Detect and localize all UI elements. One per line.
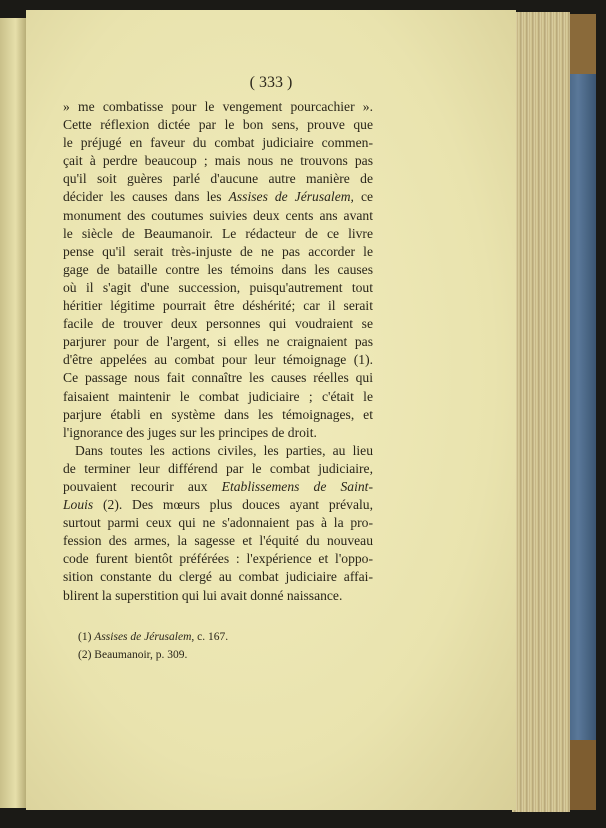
text-segment: code furent bientôt préférées : l'expérience et l'oppo- bbox=[63, 551, 373, 567]
cover-corner bbox=[566, 14, 596, 74]
italic-title: Etablissemens de Saint- bbox=[221, 478, 373, 494]
text-line bbox=[63, 116, 373, 134]
text-segment: décider les causes dans les bbox=[63, 189, 229, 205]
text-line bbox=[63, 333, 373, 351]
text-line bbox=[63, 188, 373, 206]
text-segment: » me combatisse pour le vengement pourcachier ». bbox=[63, 99, 373, 114]
text-line bbox=[63, 388, 373, 406]
text-segment: pense qu'il serait très-injuste de ne pas accorder le bbox=[63, 243, 373, 259]
text-segment: héritier légitime pourrait être déshérité; car il serait bbox=[63, 298, 373, 314]
text-line bbox=[63, 134, 373, 152]
text-segment: monument des coutumes suivies deux cents ans avant bbox=[63, 207, 373, 223]
text-segment: pouvaient recourir aux bbox=[63, 478, 222, 494]
text-line bbox=[63, 261, 373, 279]
italic-title: Assises de Jérusalem, bbox=[228, 189, 354, 205]
footnotes bbox=[78, 628, 228, 664]
text-segment: fession des armes, la sagesse et l'équité du nouveau bbox=[63, 533, 373, 549]
cover-corner bbox=[566, 740, 596, 810]
text-segment: gage de bataille contre les témoins dans les causes bbox=[63, 261, 373, 277]
text-line bbox=[63, 297, 373, 315]
text-line bbox=[63, 442, 373, 460]
footnote bbox=[78, 646, 228, 664]
text-line bbox=[63, 568, 373, 586]
text-segment: facile de trouver deux personnes qui voudraient se bbox=[63, 316, 373, 332]
footnote-rest: , c. 167. bbox=[191, 631, 229, 643]
text-line bbox=[63, 170, 373, 188]
text-segment: d'être appelées au combat pour leur témoignage (1). bbox=[63, 352, 373, 368]
text-line bbox=[63, 550, 373, 568]
text-segment: le siècle de Beaumanoir. Le rédacteur de ce livre bbox=[63, 225, 373, 241]
italic-title: Louis bbox=[63, 497, 94, 513]
text-segment: sition constante du clergé au combat judiciaire affai- bbox=[63, 569, 373, 585]
text-segment: le préjugé en faveur du combat judiciaire commen- bbox=[63, 135, 373, 151]
text-segment: parjure établi en système dans les témoignages, et bbox=[63, 406, 373, 422]
text-line bbox=[63, 478, 373, 496]
text-segment: çait à perdre beaucoup ; mais nous ne trouvons pas bbox=[63, 153, 373, 169]
facing-page-edge bbox=[0, 18, 26, 808]
text-line bbox=[63, 279, 373, 297]
text-line bbox=[63, 225, 373, 243]
text-line bbox=[63, 406, 373, 424]
page-edges bbox=[512, 12, 570, 812]
text-line bbox=[63, 243, 373, 261]
text-line bbox=[63, 351, 373, 369]
text-line bbox=[63, 315, 373, 333]
text-segment: blirent la superstition qui lui avait donné naissance. bbox=[63, 587, 343, 603]
text-segment: surtout parmi ceux qui ne s'adonnaient pas à la pro- bbox=[63, 515, 373, 531]
text-segment: Ce passage nous fait connaître les causes réelles qui bbox=[63, 370, 373, 386]
text-line bbox=[63, 369, 373, 387]
footnote-rest: Beaumanoir, p. 309. bbox=[94, 649, 188, 661]
text-segment: l'ignorance des juges sur les principes de droit. bbox=[63, 424, 317, 440]
footnote-italic: Assises de Jérusalem bbox=[94, 631, 192, 643]
footnote-num: (2) bbox=[78, 649, 95, 661]
text-line bbox=[63, 152, 373, 170]
text-line bbox=[63, 532, 373, 550]
text-line bbox=[63, 98, 373, 116]
text-segment: de terminer leur différend par le combat judiciaire, bbox=[63, 460, 373, 476]
text-line bbox=[63, 587, 373, 605]
text-segment: faisaient maintenir le combat judiciaire ; c'était le bbox=[63, 388, 373, 404]
text-line bbox=[63, 207, 373, 225]
text-segment: ce bbox=[353, 189, 374, 205]
page-number: ( 333 ) bbox=[249, 74, 293, 91]
text-segment: où il s'agit d'une succession, puisqu'autrement tout bbox=[63, 279, 373, 295]
text-segment: Cette réflexion dictée par le bon sens, prouve que bbox=[63, 117, 373, 133]
book-page bbox=[26, 10, 516, 810]
body-text bbox=[63, 98, 373, 605]
footnote-num: (1) bbox=[78, 631, 95, 643]
text-segment: qu'il soit guères parlé d'aucune autre manière de bbox=[63, 171, 373, 187]
text-segment: Dans toutes les actions civiles, les parties, au lieu bbox=[75, 442, 373, 458]
text-line bbox=[63, 424, 373, 442]
text-line bbox=[63, 460, 373, 478]
text-line bbox=[63, 514, 373, 532]
text-segment: (2). Des mœurs plus douces ayant prévalu, bbox=[93, 497, 373, 513]
text-segment: parjurer pour de l'argent, si elles ne craignaient pas bbox=[63, 334, 373, 350]
text-line bbox=[63, 496, 373, 514]
footnote bbox=[78, 628, 228, 646]
